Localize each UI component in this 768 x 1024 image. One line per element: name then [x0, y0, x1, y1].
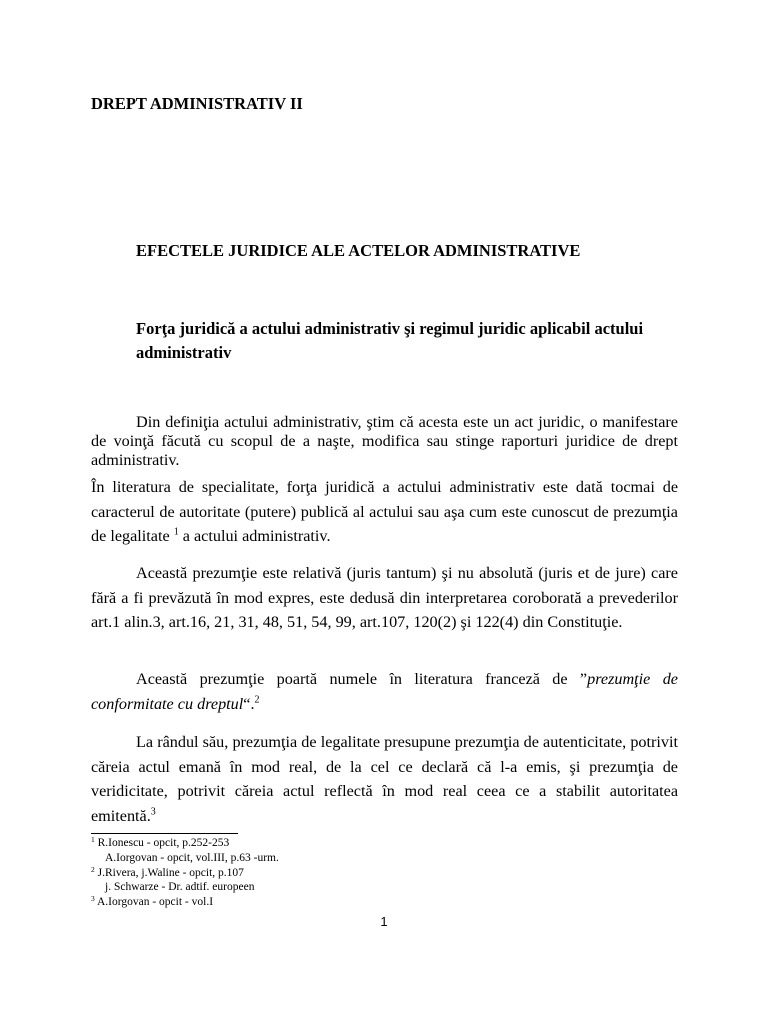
- paragraph-text: a actului administrativ.: [178, 527, 331, 545]
- paragraph-legal-force: [91, 475, 678, 549]
- footnote-1: [91, 836, 591, 851]
- footnote-text: A.Iorgovan - opcit - vol.I: [94, 896, 214, 909]
- footnote-2: [91, 866, 591, 881]
- paragraph-text: Din definiţia actului administrativ, ştim că acesta este un act juridic, o manifestare de voinţă făcută cu scopul de a naşte, modifica sau stinge raporturi juridice de drept administrativ.: [91, 413, 678, 469]
- footnote-number: 1: [91, 835, 95, 844]
- paragraph-authenticity: [91, 730, 678, 828]
- paragraph-definition: [91, 413, 678, 470]
- paragraph-text: La rândul său, prezumţia de legalitate presupune prezumţia de autenticitate, potrivit căreia actul emană în mod real, de la cel ce declară că l-a emis, şi prezumţia de veridicitate, potrivit căreia actul reflectă în mod real ceea ce a stabilit autoritatea emitentă.: [91, 733, 678, 825]
- section-title: EFECTELE JURIDICE ALE ACTELOR ADMINISTRATIVE: [136, 241, 581, 260]
- footnotes: [91, 836, 591, 910]
- footnote-ref-1[interactable]: 1: [173, 526, 179, 538]
- page-number: 1: [380, 914, 388, 929]
- paragraph-french-literature: [91, 667, 678, 716]
- paragraph-text: Această prezumţie este relativă (juris tantum) şi nu absolută (juris et de jure) care fără a fi prevăzută în mod expres, este dedusă din interpretarea coroborată a prevederilor art.1 alin.3, art.16, 21, 31, 48, 51, 54, 99, art.107, 120(2) şi 122(4) din Constituţie.: [91, 564, 678, 631]
- footnote-text: R.Ionescu - opcit, p.252-253: [94, 837, 230, 849]
- paragraph-presumption-relative: [91, 561, 678, 635]
- footnote-separator: [91, 833, 238, 834]
- paragraph-text: “.: [243, 694, 255, 713]
- paragraph-italic-term: prezumţie de conformitate cu dreptul: [91, 670, 678, 713]
- footnote-number: 3: [91, 894, 95, 904]
- footnote-ref-3[interactable]: 3: [150, 806, 156, 818]
- footnote-1-continuation: A.Iorgovan - opcit, vol.III, p.63 -urm.: [105, 851, 279, 864]
- footnote-text: J.Rivera, j.Waline - opcit, p.107: [94, 866, 244, 879]
- document-title: DREPT ADMINISTRATIV II: [91, 94, 303, 113]
- paragraph-text: În literatura de specialitate, forţa juridică a actului administrativ este dată tocmai de caracterul de autoritate (putere) publică al actului sau aşa cum este cunoscut de prezumţia de legalitate: [91, 478, 678, 545]
- footnote-number: 2: [91, 864, 95, 874]
- paragraph-text: Această prezumţie poartă numele în literatura franceză de ”: [136, 670, 588, 688]
- footnote-3: [91, 895, 591, 910]
- footnote-2-continuation: j. Schwarze - Dr. adtif. europeen: [105, 881, 255, 894]
- footnote-ref-2[interactable]: 2: [254, 694, 260, 706]
- subsection-title: Forţa juridică a actului administrativ şi regimul juridic aplicabil actului administrativ: [136, 319, 644, 362]
